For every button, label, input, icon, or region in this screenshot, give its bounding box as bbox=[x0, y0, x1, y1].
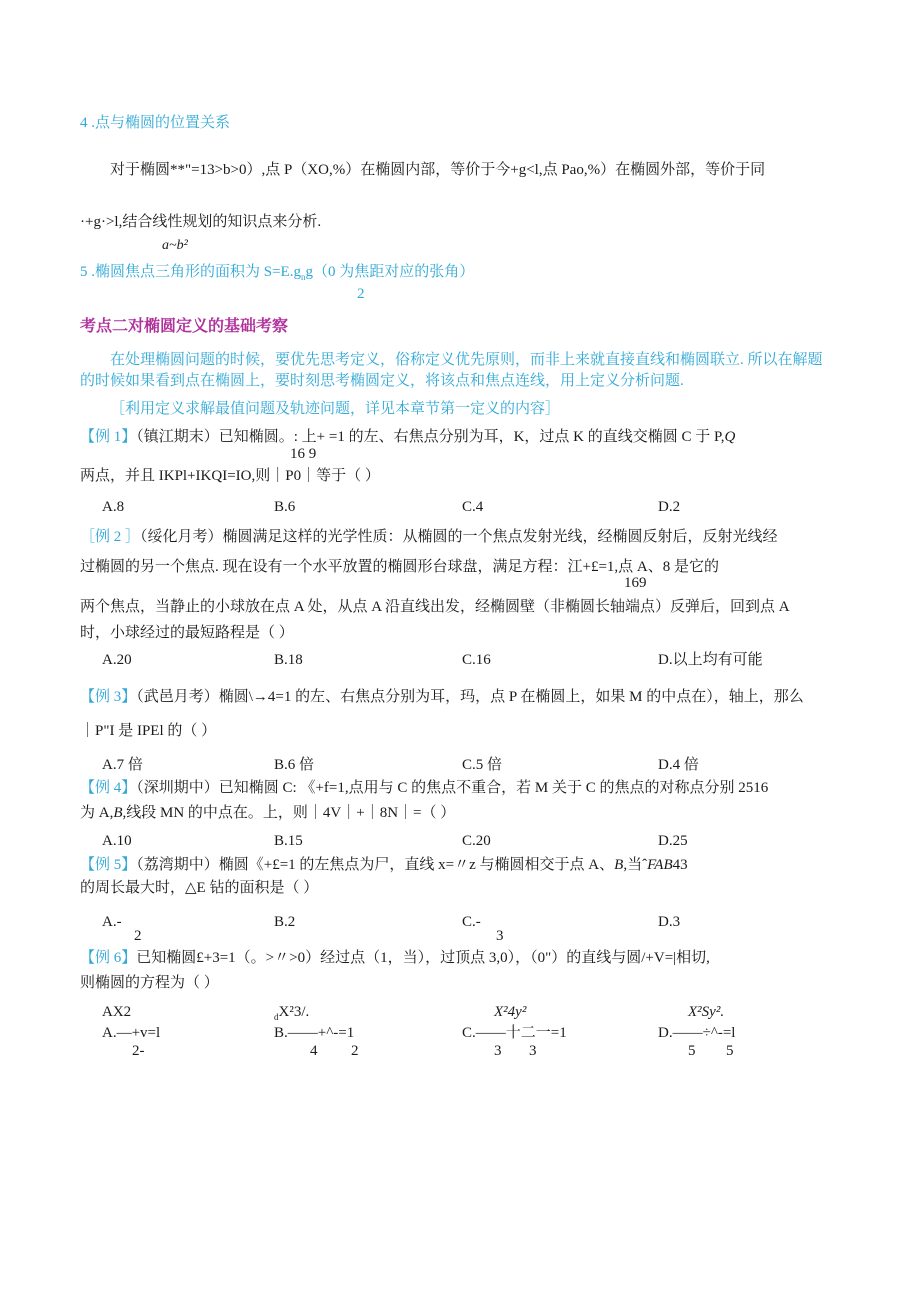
item4-formula: a~b² bbox=[162, 238, 188, 253]
example-6-option-c-denominator-2: 3 bbox=[529, 1043, 537, 1059]
example-5-end: 43 bbox=[672, 857, 688, 873]
example-2-option-a: A.20 bbox=[102, 652, 132, 668]
example-6-option-c: C.——十二一=1 bbox=[462, 1025, 567, 1041]
example-6-option-a: A.—+v=l bbox=[102, 1025, 161, 1041]
example-2-tag: ［例 2 ］ bbox=[80, 529, 141, 545]
example-2-line3: 两个焦点，当静止的小球放在点 A 处，从点 A 沿直线出发，经椭圆壁（非椭圆长轴端点）反弹后，回到点 A bbox=[80, 599, 790, 615]
example-4-line1: （深圳期中）已知椭圆 C: 《+f=1,点用与 C 的焦点不重合，若 M 关于 C 的焦点的对称点分别 2516 bbox=[136, 780, 769, 796]
example-4-option-b: B.15 bbox=[274, 833, 303, 849]
example-3-option-d: D.4 倍 bbox=[658, 757, 699, 773]
item5-rest: g（0 为焦距对应的张角） bbox=[305, 264, 475, 280]
item4-title: 4 .点与椭圆的位置关系 bbox=[80, 115, 231, 131]
example-5-stem bbox=[80, 858, 688, 873]
intro-line1: 在处理椭圆问题的时候，要优先思考定义，俗称定义优先原则，而非上来就直接直线和椭圆联立. 所以在解题 bbox=[110, 352, 823, 368]
example-2-line4: 时，小球经过的最短路程是（ ） bbox=[80, 625, 294, 641]
item5-sub: n bbox=[300, 272, 306, 282]
example-4-stem bbox=[80, 781, 768, 796]
example-1-option-a: A.8 bbox=[102, 499, 125, 515]
example-1-option-c: C.4 bbox=[462, 499, 484, 515]
example-5-mid: ,当ˆ bbox=[623, 857, 648, 873]
example-5-fab: FAB bbox=[647, 857, 673, 873]
example-1-option-d: D.2 bbox=[658, 499, 681, 515]
example-3-option-c: C.5 倍 bbox=[462, 757, 503, 773]
example-6-option-c-denominator-1: 3 bbox=[494, 1043, 502, 1059]
item5-title-text: 5 .椭圆焦点三角形的面积为 S=E.g bbox=[80, 264, 301, 280]
example-3-tag: 【例 3】 bbox=[80, 689, 137, 705]
example-2-option-b: B.18 bbox=[274, 652, 303, 668]
example-5-b: B bbox=[614, 857, 624, 873]
example-5-option-a: A.- bbox=[102, 914, 122, 930]
example-4-line2 bbox=[80, 806, 455, 821]
example-3-stem bbox=[80, 690, 804, 705]
example-4-option-a: A.10 bbox=[102, 833, 132, 849]
item5-title bbox=[80, 265, 474, 282]
section-heading: 考点二对椭圆定义的基础考察 bbox=[80, 316, 289, 335]
example-6-option-b-top-sub: d bbox=[274, 1012, 279, 1022]
example-1-stem bbox=[80, 430, 735, 445]
example-5-tag: 【例 5】 bbox=[80, 857, 137, 873]
example-6-stem bbox=[80, 951, 710, 966]
example-1-tag: 【例 1】 bbox=[80, 429, 137, 445]
example-6-option-b-denominator-1: 4 bbox=[310, 1043, 318, 1059]
example-6-option-b-denominator-2: 2 bbox=[351, 1043, 359, 1059]
example-2-line1: （绥化月考）椭圆满足这样的光学性质：从椭圆的一个焦点发射光线，经椭圆反射后，反射光线经 bbox=[140, 529, 778, 545]
example-1-line2: 两点，并且 IKPl+IKQI=IO,则｜P0｜等于（ ） bbox=[80, 468, 380, 484]
example-2-stem bbox=[80, 530, 778, 545]
example-4-tag: 【例 4】 bbox=[80, 780, 137, 796]
example-6-line2: 则椭圆的方程为（ ） bbox=[80, 975, 219, 991]
example-5-option-d: D.3 bbox=[658, 914, 681, 930]
example-2-line2: 过椭圆的另一个焦点. 现在设有一个水平放置的椭圆形台球盘，满足方程：江+£=1,点 A、8 是它的 bbox=[80, 559, 720, 575]
example-6-option-a-denominator: 2- bbox=[132, 1043, 145, 1059]
item4-line1: 对于椭圆**"=13>b>0）,点 P（XO,%）在椭圆内部，等价于今+g<l,点 Pao,%）在椭圆外部，等价于同 bbox=[110, 162, 766, 178]
example-2-option-c: C.16 bbox=[462, 652, 491, 668]
example-6-option-b: B.——+^-=1 bbox=[274, 1025, 355, 1041]
item5-denominator: 2 bbox=[357, 286, 365, 302]
example-3-line1: （武邑月考）椭圆\→4=1 的左、右焦点分别为耳，玛，点 P 在椭圆上，如果 M 的中点在），轴上，那么 bbox=[136, 689, 804, 705]
example-6-option-d-denominator-1: 5 bbox=[688, 1043, 696, 1059]
example-6-option-d-denominator-2: 5 bbox=[726, 1043, 734, 1059]
example-5-option-c: C.- bbox=[462, 914, 481, 930]
example-3-line2: ｜P"I 是 IPEl 的（ ） bbox=[80, 723, 217, 739]
example-4-line2-a: 为 A, bbox=[80, 805, 114, 821]
example-6-option-b-top bbox=[274, 1005, 309, 1022]
example-1-q: Q bbox=[724, 429, 736, 445]
example-1-option-b: B.6 bbox=[274, 499, 296, 515]
example-3-option-a: A.7 倍 bbox=[102, 757, 143, 773]
intro-line2: 的时候如果看到点在椭圆上，要时刻思考椭圆定义，将该点和焦点连线，用上定义分析问题. bbox=[80, 373, 684, 389]
example-6-option-d-top: X²Sy². bbox=[688, 1004, 725, 1020]
example-6-line1: 已知椭圆£+3=1（。>〃>0）经过点（1，当），过顶点 3,0），（0"）的直线与圆/+V=|相切, bbox=[136, 950, 710, 966]
item4-line2: ·+g·>l,结合线性规划的知识点来分析. bbox=[80, 214, 322, 230]
example-5-line2: 的周长最大时，△E 钻的面积是（ ） bbox=[80, 880, 319, 896]
example-5-option-a-denominator: 2 bbox=[134, 928, 142, 944]
example-4-option-c: C.20 bbox=[462, 833, 491, 849]
example-6-option-a-top: AX2 bbox=[102, 1004, 132, 1020]
example-6-option-c-top: X²4y² bbox=[494, 1004, 527, 1020]
example-1-fraction: 16 9 bbox=[290, 446, 317, 462]
example-6-option-d: D.——÷^-=l bbox=[658, 1025, 736, 1041]
example-4-line2-rest: ,线段 MN 的中点在。上，则｜4V｜+｜8N｜=（ ） bbox=[122, 805, 456, 821]
example-4-option-d: D.25 bbox=[658, 833, 688, 849]
example-2-option-d: D.以上均有可能 bbox=[658, 652, 763, 668]
example-5-line1: （荔湾期中）椭圆《+£=1 的左焦点为尸，直线 x=〃z 与椭圆相交于点 A、 bbox=[136, 857, 615, 873]
example-6-tag: 【例 6】 bbox=[80, 950, 137, 966]
example-5-option-c-denominator: 3 bbox=[496, 928, 504, 944]
intro-line3: ［利用定义求解最值问题及轨迹问题，详见本章节第一定义的内容］ bbox=[110, 401, 561, 417]
example-4-b: B bbox=[113, 805, 123, 821]
example-5-option-b: B.2 bbox=[274, 914, 296, 930]
example-6-option-b-top-text: X²3/. bbox=[278, 1004, 310, 1020]
example-1-line1: （镇江期末）已知椭圆。: 上+ =1 的左、右焦点分别为耳，K，过点 K 的直线交椭圆 C 于 P, bbox=[136, 429, 725, 445]
example-2-fraction: 169 bbox=[624, 575, 647, 591]
example-3-option-b: B.6 倍 bbox=[274, 757, 315, 773]
